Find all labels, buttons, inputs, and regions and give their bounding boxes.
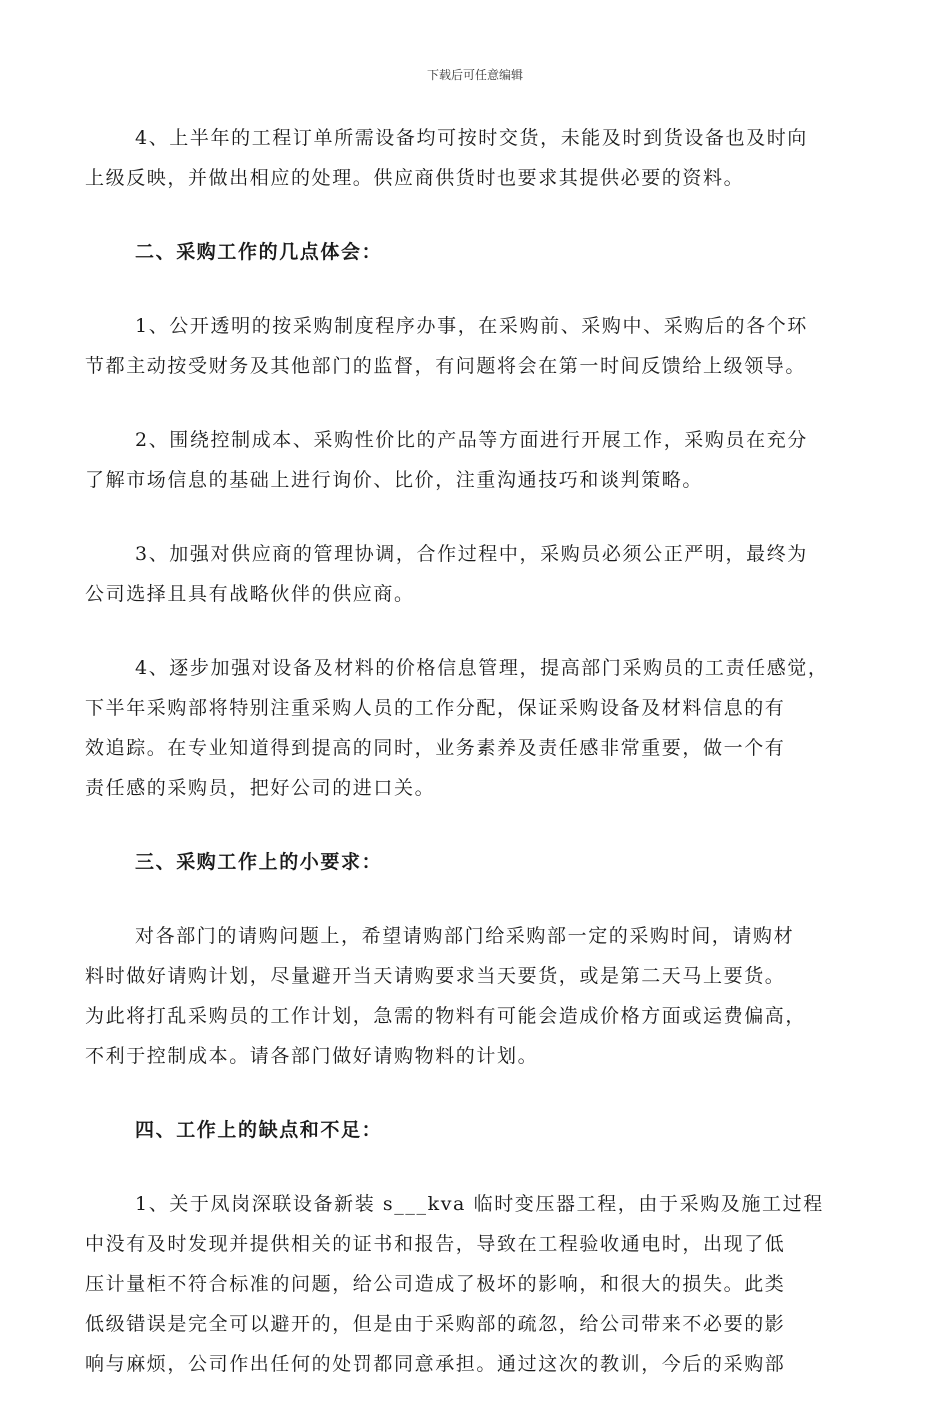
text-line: 责任感的采购员，把好公司的进口关。 (85, 777, 436, 799)
text-line: 4、逐步加强对设备及材料的价格信息管理，提高部门采购员的工责任感觉， (135, 657, 829, 679)
text-line: 效追踪。在专业知道得到提高的同时，业务素养及责任感非常重要，做一个有 (85, 737, 786, 759)
page-header-note: 下载后可任意编辑 (426, 68, 523, 82)
section-heading-requirements: 三、采购工作上的小要求： (135, 851, 383, 873)
text-line: 2、围绕控制成本、采购性价比的产品等方面进行开展工作，采购员在充分 (135, 429, 808, 451)
text-line: 中没有及时发现并提供相关的证书和报告，导致在工程验收通电时，出现了低 (85, 1233, 786, 1255)
text-line: 响与麻烦，公司作出任何的处罚都同意承担。通过这次的教训，今后的采购部 (85, 1353, 786, 1375)
paragraph-delivery (85, 118, 875, 198)
text-line: 节都主动按受财务及其他部门的监督，有问题将会在第一时间反馈给上级领导。 (85, 355, 807, 377)
paragraph-price-info (85, 648, 875, 808)
text-line: 4、上半年的工程订单所需设备均可按时交货，未能及时到货设备也及时向 (135, 127, 808, 149)
text-line: 低级错误是完全可以避开的，但是由于采购部的疏忽，给公司带来不必要的影 (85, 1313, 786, 1335)
text-line: 不利于控制成本。请各部门做好请购物料的计划。 (85, 1045, 539, 1067)
section-heading-shortcomings: 四、工作上的缺点和不足： (135, 1119, 383, 1141)
paragraph-purchase-requests (85, 916, 875, 1076)
text-line: 了解市场信息的基础上进行询价、比价，注重沟通技巧和谈判策略。 (85, 469, 704, 491)
section-heading-experience: 二、采购工作的几点体会： (135, 241, 383, 263)
paragraph-transparency (85, 306, 875, 386)
text-line: 3、加强对供应商的管理协调，合作过程中，采购员必须公正严明，最终为 (135, 543, 808, 565)
text-line: 1、关于凤岗深联设备新装 s___kva 临时变压器工程，由于采购及施工过程 (135, 1193, 824, 1215)
text-line: 料时做好请购计划，尽量避开当天请购要求当天要货，或是第二天马上要货。 (85, 965, 786, 987)
paragraph-transformer-project (85, 1184, 875, 1384)
document-body (85, 118, 875, 1418)
text-line: 压计量柜不符合标准的问题，给公司造成了极坏的影响，和很大的损失。此类 (85, 1273, 786, 1295)
text-line: 1、公开透明的按采购制度程序办事，在采购前、采购中、采购后的各个环 (135, 315, 808, 337)
text-line: 为此将打乱采购员的工作计划，急需的物料有可能会造成价格方面或运费偏高， (85, 1005, 807, 1027)
paragraph-supplier-management (85, 534, 875, 614)
text-line: 上级反映，并做出相应的处理。供应商供货时也要求其提供必要的资料。 (85, 167, 745, 189)
text-line: 下半年采购部将特别注重采购人员的工作分配，保证采购设备及材料信息的有 (85, 697, 786, 719)
text-line: 公司选择且具有战略伙伴的供应商。 (85, 583, 415, 605)
paragraph-cost-control (85, 420, 875, 500)
text-line: 对各部门的请购问题上，希望请购部门给采购部一定的采购时间，请购材 (135, 925, 795, 947)
